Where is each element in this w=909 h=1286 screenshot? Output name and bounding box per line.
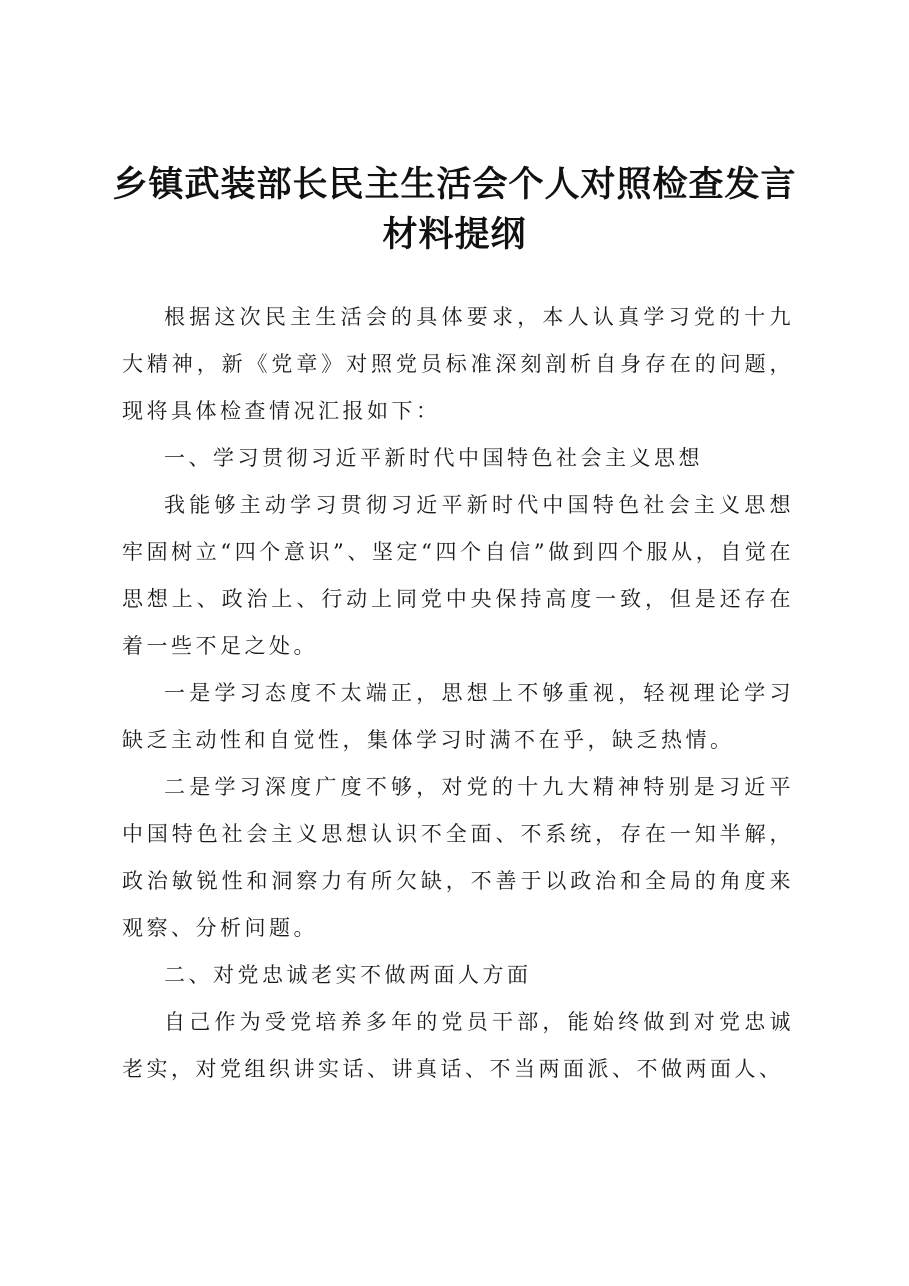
document-title: 乡镇武装部长民主生活会个人对照检查发言材料提纲 [112, 164, 797, 255]
body-paragraph: 我能够主动学习贯彻习近平新时代中国特色社会主义思想牢固树立“四个意识”、坚定“四个自信”做到四个服从，自觉在思想上、政治上、行动上同党中央保持高度一致，但是还存在着一些不足之处。 [122, 493, 794, 658]
body-paragraph: 自己作为受党培养多年的党员干部，能始终做到对党忠诚老实，对党组织讲实话、讲真话、不当两面派、不做两面人、 [122, 1010, 794, 1081]
section-heading-1: 一、学习贯彻习近平新时代中国特色社会主义思想 [164, 446, 703, 470]
intro-paragraph: 根据这次民主生活会的具体要求，本人认真学习党的十九大精神，新《党章》对照党员标准深刻剖析自身存在的问题，现将具体检查情况汇报如下： [122, 305, 794, 423]
document-body [122, 294, 794, 1093]
section-heading-2: 二、对党忠诚老实不做两面人方面 [164, 963, 532, 987]
body-paragraph: 二是学习深度广度不够，对党的十九大精神特别是习近平中国特色社会主义思想认识不全面、不系统，存在一知半解，政治敏锐性和洞察力有所欠缺，不善于以政治和全局的角度来观察、分析问题。 [122, 775, 794, 940]
body-paragraph: 一是学习态度不太端正，思想上不够重视，轻视理论学习缺乏主动性和自觉性，集体学习时满不在乎，缺乏热情。 [122, 681, 794, 752]
